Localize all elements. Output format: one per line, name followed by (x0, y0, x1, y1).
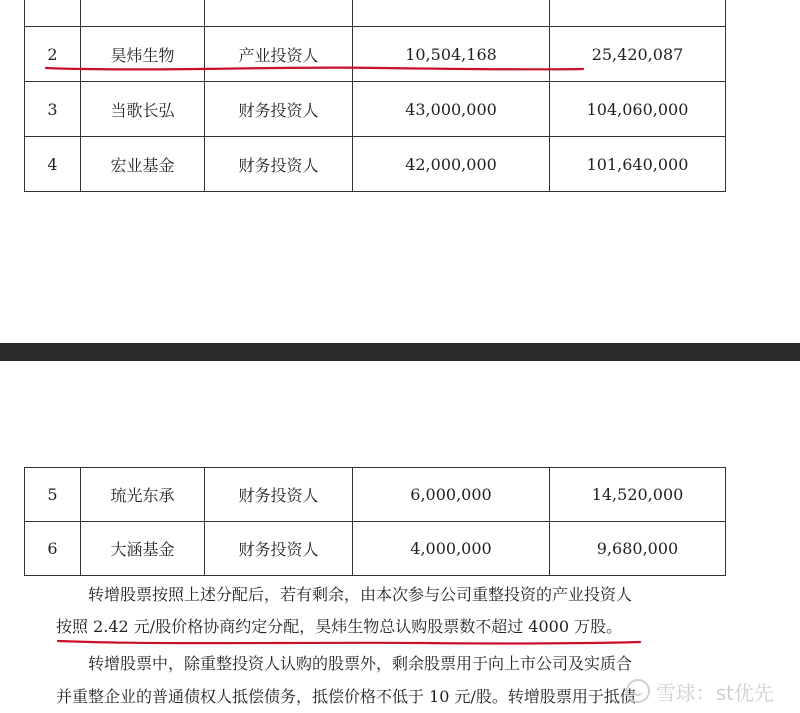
cell-investor-type: 财务投资人 (205, 137, 353, 192)
cell-shares: 6,000,000 (353, 468, 550, 522)
cell-shares: 43,000,000 (353, 82, 550, 137)
table-row (25, 0, 726, 27)
watermark-text: 雪球：st优先 (655, 680, 774, 705)
table-row (25, 137, 726, 192)
cell-no: 3 (25, 82, 81, 137)
cell-investor-name: 琉光东承 (81, 468, 205, 522)
investor-table-top (24, 0, 726, 192)
table-row (25, 27, 726, 82)
paragraph-2-line-1: 转增股票中，除重整投资人认购的股票外，剩余股票用于向上市公司及实质合 (88, 654, 633, 673)
investor-table-bottom (24, 467, 726, 576)
table-row (25, 522, 726, 576)
cell-investor-name: 宏业基金 (81, 137, 205, 192)
cell-shares: 42,000,000 (353, 137, 550, 192)
red-underline-paragraph (58, 641, 640, 643)
cell-investor-type: 产业投资人 (205, 27, 353, 82)
cell-amount: 14,520,000 (550, 468, 726, 522)
cell-amount (550, 0, 726, 27)
page-break-divider (0, 343, 800, 361)
snowball-logo-icon (626, 679, 650, 703)
cell-investor-name: 当歌长弘 (81, 82, 205, 137)
cell-investor-name: 大涵基金 (81, 522, 205, 576)
cell-shares: 10,504,168 (353, 27, 550, 82)
cell-investor-type: 财务投资人 (205, 468, 353, 522)
cell-investor-name: 昊炜生物 (81, 27, 205, 82)
cell-shares (353, 0, 550, 27)
paragraph-1-line-2: 按照 2.42 元/股价格协商约定分配，昊炜生物总认购股票数不超过 4000 万股。 (56, 617, 623, 636)
cell-shares: 4,000,000 (353, 522, 550, 576)
cell-no (25, 0, 81, 27)
paragraph-2-line-2: 并重整企业的普通债权人抵偿债务，抵偿价格不低于 10 元/股。转增股票用于抵债 (56, 687, 636, 706)
cell-no: 6 (25, 522, 81, 576)
cell-no: 4 (25, 137, 81, 192)
cell-amount: 9,680,000 (550, 522, 726, 576)
cell-amount: 101,640,000 (550, 137, 726, 192)
cell-investor-name (81, 0, 205, 27)
cell-investor-type: 财务投资人 (205, 82, 353, 137)
cell-no: 5 (25, 468, 81, 522)
cell-investor-type (205, 0, 353, 27)
table-row (25, 82, 726, 137)
cell-amount: 104,060,000 (550, 82, 726, 137)
table-row (25, 468, 726, 522)
cell-investor-type: 财务投资人 (205, 522, 353, 576)
paragraph-1-line-1: 转增股票按照上述分配后，若有剩余，由本次参与公司重整投资的产业投资人 (88, 585, 633, 604)
snowball-watermark (626, 676, 774, 706)
cell-amount: 25,420,087 (550, 27, 726, 82)
cell-no: 2 (25, 27, 81, 82)
